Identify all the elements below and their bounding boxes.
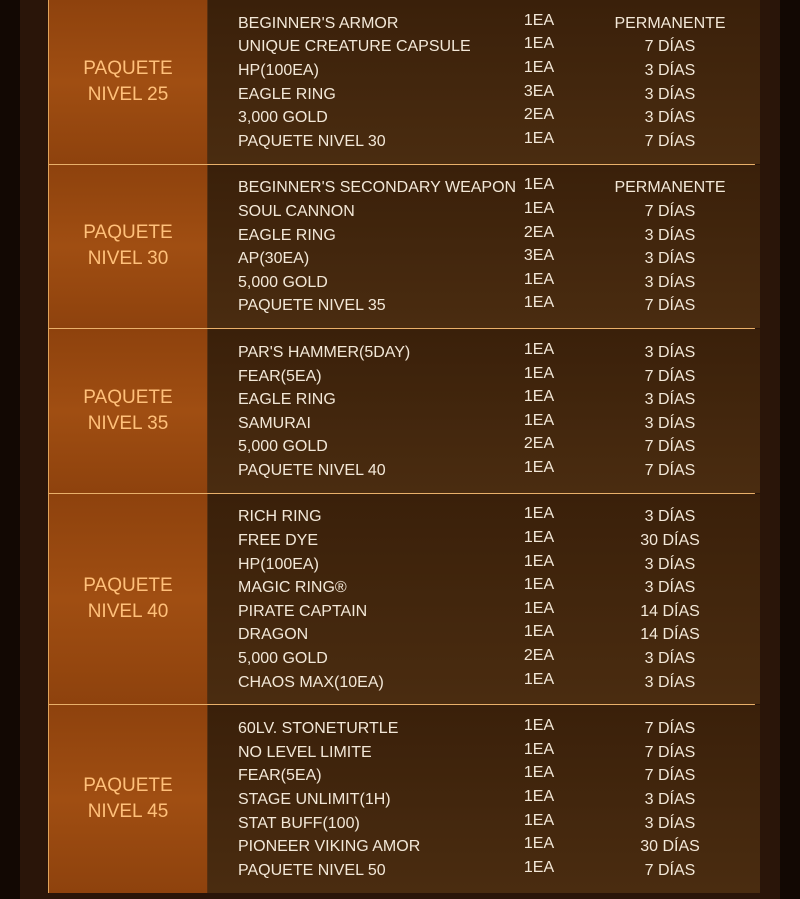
item-row: [208, 859, 760, 883]
item-quantity: 1EA: [523, 811, 555, 829]
item-quantity: 1EA: [523, 740, 555, 758]
item-name: 5,000 GOLD: [238, 438, 328, 456]
item-quantity: 1EA: [523, 458, 555, 476]
item-quantity: 1EA: [523, 858, 555, 876]
package-section: [49, 0, 754, 165]
item-name: PAQUETE NIVEL 50: [238, 861, 386, 879]
package-title: [49, 705, 208, 892]
item-row: [208, 436, 760, 460]
item-row: [208, 506, 760, 530]
item-quantity: 1EA: [523, 552, 555, 570]
item-duration: 3 DÍAS: [644, 250, 696, 268]
item-duration: 3 DÍAS: [644, 814, 696, 832]
package-table: [48, 0, 755, 893]
item-row: [208, 717, 760, 741]
item-quantity: 1EA: [523, 505, 555, 523]
item-quantity: 2EA: [523, 647, 555, 665]
item-name: STAGE UNLIMIT(1H): [238, 791, 391, 809]
package-title-line: PAQUETE: [83, 222, 173, 244]
item-quantity: 1EA: [523, 411, 555, 429]
package-title-line: NIVEL 30: [87, 248, 169, 270]
item-duration: 7 DÍAS: [644, 743, 696, 761]
item-name: CHAOS MAX(10EA): [238, 673, 384, 691]
item-name: PAR'S HAMMER(5DAY): [238, 343, 411, 361]
item-list: [208, 0, 760, 164]
item-duration: 3 DÍAS: [644, 791, 696, 809]
item-quantity: 1EA: [523, 35, 555, 53]
item-quantity: 1EA: [523, 364, 555, 382]
item-duration: 7 DÍAS: [644, 297, 696, 315]
item-quantity: 1EA: [523, 340, 555, 358]
item-quantity: 1EA: [523, 717, 555, 735]
item-quantity: 1EA: [523, 270, 555, 288]
item-duration: 3 DÍAS: [644, 226, 696, 244]
item-quantity: 1EA: [523, 294, 555, 312]
item-duration: 3 DÍAS: [644, 273, 696, 291]
item-row: [208, 106, 760, 130]
item-row: [208, 671, 760, 695]
item-name: AP(30EA): [238, 250, 310, 268]
item-duration: PERMANENTE: [614, 14, 726, 32]
item-name: UNIQUE CREATURE CAPSULE: [238, 38, 471, 56]
item-name: 60LV. STONETURTLE: [238, 720, 399, 738]
item-row: [208, 83, 760, 107]
item-quantity: 1EA: [523, 388, 555, 406]
item-duration: 7 DÍAS: [644, 202, 696, 220]
item-duration: 7 DÍAS: [644, 367, 696, 385]
item-duration: 3 DÍAS: [644, 343, 696, 361]
item-name: FREE DYE: [238, 532, 319, 550]
item-row: [208, 388, 760, 412]
item-row: [208, 130, 760, 154]
item-row: [208, 624, 760, 648]
item-quantity: 1EA: [523, 58, 555, 76]
item-row: [208, 576, 760, 600]
package-section: [49, 494, 754, 706]
item-duration: 14 DÍAS: [640, 602, 700, 620]
package-title: [49, 329, 208, 493]
package-title-line: NIVEL 40: [87, 601, 169, 623]
item-row: [208, 177, 760, 201]
item-row: [208, 647, 760, 671]
item-name: PAQUETE NIVEL 35: [238, 297, 386, 315]
item-quantity: 1EA: [523, 199, 555, 217]
item-row: [208, 812, 760, 836]
item-name: 3,000 GOLD: [238, 109, 328, 127]
package-title-line: PAQUETE: [83, 57, 173, 79]
item-row: [208, 271, 760, 295]
item-duration: 7 DÍAS: [644, 461, 696, 479]
item-name: EAGLE RING: [238, 391, 336, 409]
item-name: PIONEER VIKING AMOR: [238, 838, 421, 856]
item-row: [208, 553, 760, 577]
item-quantity: 2EA: [523, 106, 555, 124]
item-duration: 3 DÍAS: [644, 85, 696, 103]
item-row: [208, 36, 760, 60]
item-row: [208, 765, 760, 789]
item-list: [208, 329, 760, 493]
item-duration: 7 DÍAS: [644, 38, 696, 56]
package-title-line: NIVEL 25: [87, 83, 169, 105]
item-row: [208, 295, 760, 319]
item-name: PIRATE CAPTAIN: [238, 602, 368, 620]
item-quantity: 3EA: [523, 82, 555, 100]
item-quantity: 3EA: [523, 247, 555, 265]
item-list: [208, 165, 760, 329]
package-title-line: PAQUETE: [83, 386, 173, 408]
item-quantity: 1EA: [523, 835, 555, 853]
package-title: [49, 165, 208, 329]
item-duration: 3 DÍAS: [644, 109, 696, 127]
item-name: EAGLE RING: [238, 85, 336, 103]
item-row: [208, 200, 760, 224]
item-duration: PERMANENTE: [614, 179, 726, 197]
item-duration: 7 DÍAS: [644, 767, 696, 785]
item-duration: 7 DÍAS: [644, 438, 696, 456]
package-section: [49, 165, 754, 330]
item-name: PAQUETE NIVEL 30: [238, 132, 386, 150]
item-quantity: 1EA: [523, 788, 555, 806]
package-title: [49, 494, 208, 705]
item-row: [208, 835, 760, 859]
item-duration: 3 DÍAS: [644, 414, 696, 432]
item-duration: 3 DÍAS: [644, 508, 696, 526]
item-duration: 3 DÍAS: [644, 579, 696, 597]
item-list: [208, 705, 760, 892]
item-name: MAGIC RING®: [238, 579, 347, 597]
item-duration: 3 DÍAS: [644, 391, 696, 409]
package-section: [49, 705, 754, 892]
item-row: [208, 341, 760, 365]
package-title-line: PAQUETE: [83, 575, 173, 597]
item-row: [208, 741, 760, 765]
item-name: STAT BUFF(100): [238, 814, 360, 832]
item-name: RICH RING: [238, 508, 322, 526]
item-quantity: 1EA: [523, 599, 555, 617]
item-name: 5,000 GOLD: [238, 650, 328, 668]
item-name: FEAR(5EA): [238, 767, 322, 785]
item-duration: 7 DÍAS: [644, 132, 696, 150]
item-duration: 30 DÍAS: [640, 838, 700, 856]
item-row: [208, 59, 760, 83]
item-row: [208, 247, 760, 271]
item-row: [208, 412, 760, 436]
item-row: [208, 12, 760, 36]
item-row: [208, 365, 760, 389]
item-name: NO LEVEL LIMITE: [238, 743, 372, 761]
item-name: HP(100EA): [238, 61, 319, 79]
item-name: HP(100EA): [238, 555, 319, 573]
item-name: BEGINNER'S ARMOR: [238, 14, 399, 32]
package-title-line: PAQUETE: [83, 775, 173, 797]
item-quantity: 1EA: [523, 176, 555, 194]
item-name: PAQUETE NIVEL 40: [238, 461, 386, 479]
item-quantity: 1EA: [523, 129, 555, 147]
item-name: SOUL CANNON: [238, 202, 355, 220]
item-quantity: 2EA: [523, 435, 555, 453]
item-duration: 3 DÍAS: [644, 673, 696, 691]
item-duration: 30 DÍAS: [640, 532, 700, 550]
item-row: [208, 600, 760, 624]
item-quantity: 2EA: [523, 223, 555, 241]
item-quantity: 1EA: [523, 670, 555, 688]
item-quantity: 1EA: [523, 623, 555, 641]
item-row: [208, 788, 760, 812]
item-duration: 7 DÍAS: [644, 720, 696, 738]
item-list: [208, 494, 760, 705]
item-name: DRAGON: [238, 626, 309, 644]
item-row: [208, 529, 760, 553]
item-duration: 3 DÍAS: [644, 61, 696, 79]
item-quantity: 1EA: [523, 11, 555, 29]
item-duration: 7 DÍAS: [644, 861, 696, 879]
item-duration: 3 DÍAS: [644, 650, 696, 668]
item-name: 5,000 GOLD: [238, 273, 328, 291]
item-quantity: 1EA: [523, 764, 555, 782]
item-row: [208, 459, 760, 483]
item-name: EAGLE RING: [238, 226, 336, 244]
item-duration: 3 DÍAS: [644, 555, 696, 573]
item-quantity: 1EA: [523, 529, 555, 547]
package-title-line: NIVEL 45: [87, 801, 169, 823]
item-name: BEGINNER'S SECONDARY WEAPON: [238, 179, 517, 197]
package-title: [49, 0, 208, 164]
package-title-line: NIVEL 35: [87, 412, 169, 434]
item-duration: 14 DÍAS: [640, 626, 700, 644]
item-quantity: 1EA: [523, 576, 555, 594]
item-name: SAMURAI: [238, 414, 311, 432]
item-name: FEAR(5EA): [238, 367, 322, 385]
item-row: [208, 224, 760, 248]
package-section: [49, 329, 754, 494]
